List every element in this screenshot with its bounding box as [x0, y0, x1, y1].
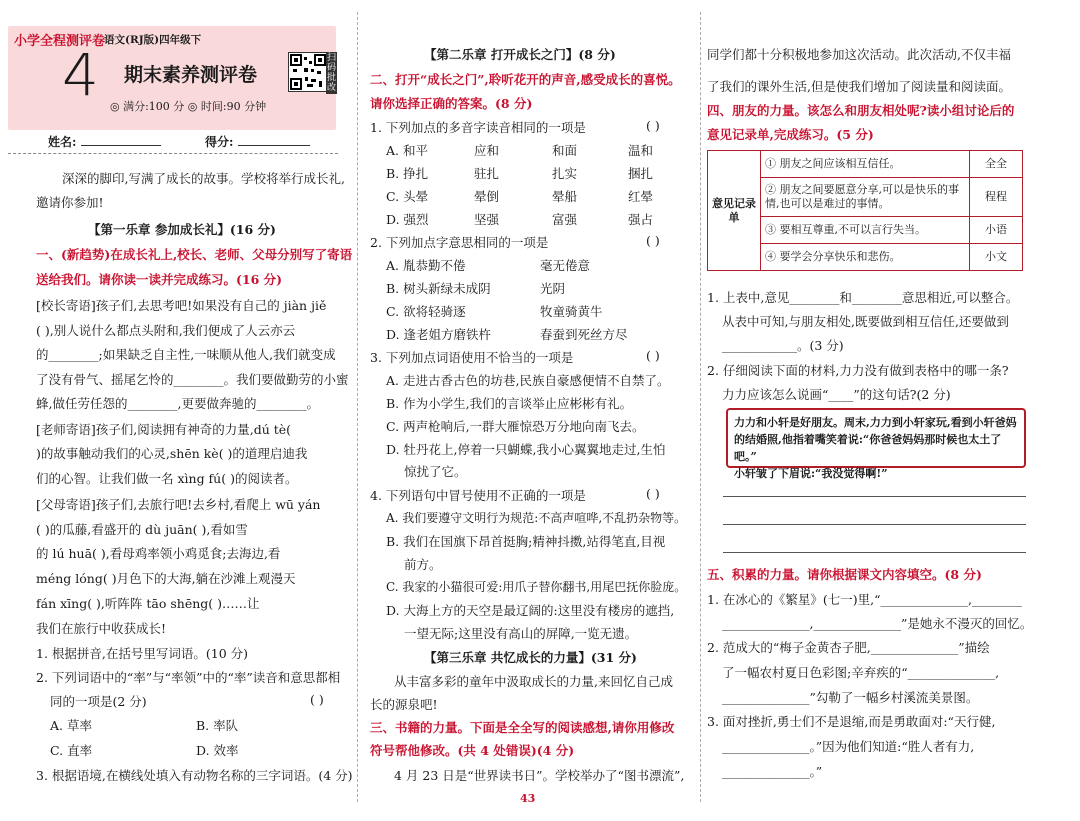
subject-label: 语文(RJ版)四年级下 [104, 34, 202, 46]
question-title: 四、朋友的力量。该怎么和朋友相处呢?读小组讨论后的 [707, 103, 1015, 118]
polyphone-word: 强占 [628, 212, 654, 227]
person-cell: 小文 [970, 244, 1023, 271]
polyphone-word: 红晕 [628, 189, 654, 204]
polyphone-option[interactable]: B. 挣扎 [386, 166, 429, 181]
option-b[interactable]: B. 我们在国旗下昂首挺胸;精神抖擞,站得笔直,目视 [386, 534, 666, 549]
fill-line[interactable]: 了一幅农村夏日色彩图;辛弃疾的“______________, [722, 665, 1000, 680]
intro-text: 邀请你参加! [36, 195, 104, 210]
option-d-cont: 一望无际;这里没有高山的屏障,一览无遗。 [404, 626, 638, 641]
polyphone-word: 和面 [552, 143, 578, 158]
passage-line: )的故事触动我们的心灵,shēn kè( )的道理启迪我 [36, 446, 308, 461]
answer-line[interactable] [723, 496, 1026, 497]
name-label: 姓名: [48, 135, 77, 149]
opinion-cell: ② 朋友之间要愿意分享,可以是快乐的事情,也可以是难过的事情。 [761, 178, 970, 217]
meaning-option[interactable]: B. 树头新绿未成阴 [386, 281, 491, 296]
sub-question: 2. 仔细阅读下面的材料,力力没有做到表格中的哪一条? [707, 363, 1009, 378]
answer-paren[interactable]: ( ) [646, 348, 660, 363]
fill-line[interactable]: ______________。” [722, 764, 823, 779]
passage-line: 的 lú huā( ),看母鸡率领小鸡觅食;去海边,看 [36, 546, 281, 561]
polyphone-word: 富强 [552, 212, 578, 227]
option-d[interactable]: D. 效率 [196, 743, 239, 758]
passage-line: ( ),别人说什么都点头附和,我们便成了人云亦云 [36, 323, 296, 338]
passage-line: 了没有骨气、摇尾乞怜的________。我们要做勤劳的小蜜 [36, 372, 349, 387]
page-number: 43 [520, 792, 536, 805]
intro-text: 深深的脚印,写满了成长的故事。学校将举行成长礼, [62, 171, 345, 186]
chapter-heading: 【第三乐章 共忆成长的力量】(31 分) [424, 650, 637, 665]
opinion-table [707, 150, 1023, 271]
option-b[interactable]: B. 作为小学生,我们的言谈举止应彬彬有礼。 [386, 396, 633, 411]
series-title: 小学全程测评卷 [14, 34, 106, 49]
option-c[interactable]: C. 两声枪响后,一群大雁惊恐万分地向南飞去。 [386, 419, 645, 434]
sub-question: 1. 下列加点的多音字读音相同的一项是 [370, 120, 586, 135]
passage-line: [校长寄语]孩子们,去思考吧!如果没有自己的 jiàn jiě [36, 298, 327, 313]
exam-number: 4 [62, 41, 99, 109]
option-d-cont: 惊扰了它。 [404, 464, 467, 479]
qr-label: 扫码批改 [326, 53, 336, 93]
sub-question: 同的一项是(2 分) [50, 694, 147, 709]
fill-line[interactable]: ______________,______________”是她永不漫灭的回忆。 [722, 616, 1033, 631]
option-b-cont: 前方。 [404, 557, 442, 572]
option-d[interactable]: D. 大海上方的天空是最辽阔的:这里没有楼房的遮挡, [386, 603, 675, 618]
opinion-cell: ① 朋友之间应该相互信任。 [761, 151, 970, 178]
meaning-word: 牧童骑黄牛 [540, 304, 603, 319]
intro-text: 长的源泉吧! [370, 697, 438, 712]
sub-question: 2. 下列加点字意思相同的一项是 [370, 235, 549, 250]
fill-line[interactable]: ______________。”因为他们知道:“胜人者有力, [722, 739, 975, 754]
answer-line[interactable] [723, 552, 1026, 553]
table-row [708, 151, 1023, 178]
exam-title: 期末素养测评卷 [124, 64, 258, 86]
opinion-cell: ③ 要相互尊重,不可以言行失当。 [761, 217, 970, 244]
quote-line: 的结婚照,他指着嘴笑着说:“你爸爸妈妈那时候也太土了吧。” [734, 433, 1002, 463]
question-title: 符号帮他修改。(共 4 处错误)(4 分) [370, 743, 575, 758]
passage-line: 们的心智。让我们做一名 xìng fú( )的阅读者。 [36, 471, 298, 486]
sub-question: 1. 上表中,意见________和________意思相近,可以整合。 [707, 290, 1019, 305]
polyphone-word: 温和 [628, 143, 654, 158]
sub-question: 3. 根据语境,在横线处填入有动物名称的三字词语。(4 分) [36, 768, 353, 783]
sub-question: 3. 下列加点词语使用不恰当的一项是 [370, 350, 574, 365]
option-d[interactable]: D. 牡丹花上,停着一只蝴蝶,我小心翼翼地走过,生怕 [386, 442, 666, 457]
option-c[interactable]: C. 直率 [50, 743, 93, 758]
option-c[interactable]: C. 我家的小猫很可爱:用爪子替你翻书,用尾巴抚你脸庞。 [386, 580, 687, 594]
answer-paren[interactable]: ( ) [646, 486, 660, 501]
person-cell: 程程 [970, 178, 1023, 217]
fill-line[interactable]: 3. 面对挫折,勇士们不是退缩,而是勇敢面对:“天行健, [707, 714, 996, 729]
passage-line: méng lóng( )月色下的大海,躺在沙滩上观漫天 [36, 571, 296, 586]
option-b[interactable]: B. 率队 [196, 718, 239, 733]
polyphone-word: 捆扎 [628, 166, 654, 181]
passage-line: 的________;如果缺乏自主性,一味顺从他人,我们就变成 [36, 347, 336, 362]
question-title: 一、(新趋势)在成长礼上,校长、老师、父母分别写了寄语 [36, 247, 353, 262]
passage-line: fán xīng( ),听阵阵 tāo shēng( )……让 [36, 596, 260, 611]
passage-line: 我们在旅行中收获成长! [36, 621, 167, 636]
option-a[interactable]: A. 走进古香古色的坊巷,民族自豪感便情不自禁了。 [386, 373, 670, 388]
polyphone-option[interactable]: C. 头晕 [386, 189, 429, 204]
chapter-heading: 【第二乐章 打开成长之门】(8 分) [424, 47, 616, 62]
quote-line: 小轩皱了下眉说:“我没觉得啊!” [734, 467, 888, 480]
person-cell: 全全 [970, 151, 1023, 178]
fill-line[interactable]: ______________”勾勒了一幅乡村溪流美景图。 [722, 690, 979, 705]
passage-line: [父母寄语]孩子们,去旅行吧!去乡村,看爬上 wū yán [36, 497, 321, 512]
meaning-word: 毫无倦意 [540, 258, 591, 273]
answer-line[interactable] [723, 524, 1026, 525]
meaning-word: 春蚕到死丝方尽 [540, 327, 628, 342]
quote-line: 力力和小轩是好朋友。周末,力力到小轩家玩,看到小轩爸妈 [734, 416, 1017, 429]
opinion-cell: ④ 要学会分享快乐和悲伤。 [761, 244, 970, 271]
question-title: 意见记录单,完成练习。(5 分) [707, 127, 874, 142]
polyphone-word: 驻扎 [474, 166, 500, 181]
polyphone-word: 晕船 [552, 189, 578, 204]
option-a[interactable]: A. 草率 [50, 718, 92, 733]
column-divider [700, 12, 701, 802]
intro-text: 从丰富多彩的童年中汲取成长的力量,来回忆自己成 [394, 674, 673, 689]
material-quote-box [726, 408, 1026, 480]
question-title: 送给我们。请你读一读并完成练习。(16 分) [36, 272, 283, 287]
score-field[interactable] [238, 133, 310, 146]
answer-paren[interactable]: ( ) [646, 118, 660, 133]
question-title: 三、书籍的力量。下面是全全写的阅读感想,请你用修改 [370, 720, 675, 735]
sub-question: 从表中可知,与朋友相处,既要做到相互信任,还要做到 [722, 314, 1009, 329]
question-title: 二、打开“成长之门”,聆听花开的声音,感受成长的喜悦。 [370, 72, 681, 87]
passage-line: 同学们都十分积极地参加这次活动。此次活动,不仅丰福 [707, 47, 1011, 62]
column-divider [357, 12, 358, 802]
polyphone-word: 应和 [474, 143, 500, 158]
chapter-heading: 【第一乐章 参加成长礼】(16 分) [88, 222, 276, 237]
question-title: 五、积累的力量。请你根据课文内容填空。(8 分) [707, 567, 982, 582]
score-label: 得分: [205, 135, 234, 149]
meaning-option[interactable]: A. 胤恭勤不倦 [386, 258, 466, 273]
table-header-cell: 意见记录单 [708, 151, 761, 271]
exam-meta: ◎ 满分:100 分 ◎ 时间:90 分钟 [110, 100, 267, 113]
polyphone-option[interactable]: D. 强烈 [386, 212, 429, 227]
person-cell: 小语 [970, 217, 1023, 244]
sub-question: 2. 下列词语中的“率”与“率领”中的“率”读音和意思都相 [36, 670, 341, 685]
meaning-option[interactable]: D. 逢老姐方磨铁杵 [386, 327, 492, 342]
passage-line: [老师寄语]孩子们,阅读拥有神奇的力量,dú tè( [36, 422, 292, 437]
polyphone-word: 晕倒 [474, 189, 500, 204]
sub-question: ____________。(3 分) [722, 338, 844, 353]
meaning-word: 光阴 [540, 281, 566, 296]
meaning-option[interactable]: C. 欲将轻骑逐 [386, 304, 466, 319]
sub-question: 力力应该怎么说画“____”的这句话?(2 分) [722, 387, 951, 402]
fill-line[interactable]: 1. 在冰心的《繁星》(七一)里,“______________,________ [707, 592, 1022, 607]
name-field[interactable] [81, 133, 161, 146]
divider [8, 153, 338, 154]
polyphone-option[interactable]: A. 和平 [386, 143, 428, 158]
sub-question: 1. 根据拼音,在括号里写词语。(10 分) [36, 646, 249, 661]
passage-line: 4 月 23 日是“世界读书日”。学校举办了“图书漂流”, [394, 768, 685, 783]
question-title: 请你选择正确的答案。(8 分) [370, 96, 533, 111]
passage-line: 蜂,做任劳任怨的________,更要做奔驰的________。 [36, 396, 319, 411]
option-a[interactable]: A. 我们要遵守文明行为规范:不高声喧哗,不乱扔杂物等。 [386, 511, 687, 525]
passage-line: 了我们的课外生活,但是使我们增加了阅读量和阅读面。 [707, 79, 1011, 94]
passage-line: ( )的瓜藤,看盛开的 dù juān( ),看如雪 [36, 522, 248, 537]
answer-paren[interactable]: ( ) [310, 692, 324, 707]
answer-paren[interactable]: ( ) [646, 233, 660, 248]
polyphone-word: 扎实 [552, 166, 578, 181]
name-score-row [48, 133, 310, 150]
sub-question: 4. 下列语句中冒号使用不正确的一项是 [370, 488, 586, 503]
fill-line[interactable]: 2. 范成大的“梅子金黄杏子肥,______________”描绘 [707, 640, 990, 655]
qr-code-icon[interactable] [288, 52, 328, 92]
polyphone-word: 坚强 [474, 212, 500, 227]
